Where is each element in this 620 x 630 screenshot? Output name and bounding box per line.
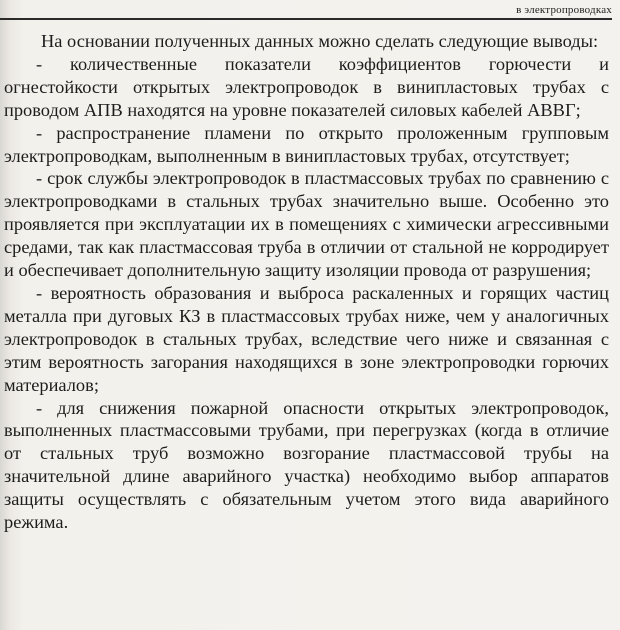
paragraph-intro: На основании полученных данных можно сделать следующие выводы: [41, 31, 599, 51]
paragraph-conclusion-4: - вероятность образования и выброса раскаленных и горящих частиц металла при дуговых КЗ в пластмассовых трубах ниже, чем у аналогичных электропроводок в стальных трубах, вследствие чего ниже и связанная с этим вероятность загорания находящихся в зоне электропроводки горючих материалов; [4, 282, 609, 395]
paragraph-conclusion-1: - количественные показатели коэффициентов горючести и огнестойкости открытых электропроводок в винипластовых трубах с проводом АПВ находятся на уровне показателей силовых кабелей АВВГ; [4, 53, 609, 120]
paragraph-conclusion-2: - распространение пламени по открыто проложенным групповым электропроводкам, выполненным в винипластовых трубах, отсутствует; [4, 122, 609, 166]
running-header [0, 0, 612, 20]
body-text [4, 30, 609, 534]
running-header-title: в электропроводках [516, 4, 612, 16]
paragraph-conclusion-3: - срок службы электропроводок в пластмассовых трубах по сравнению с электропроводками в стальных трубах значительно выше. Особенно это проявляется при эксплуатации их в помещениях с химически агрессивными средами, так как пластмассовая труба в отличии от стальной не корродирует и обеспечивает дополнительную защиту изоляции провода от разрушения; [4, 168, 609, 281]
paragraph-conclusion-5: - для снижения пожарной опасности открытых электропроводок, выполненных пластмассовыми трубами, при перегрузках (когда в отличие от стальных труб возможно возгорание пластмассовой трубы на значительной длине аварийного участка) необходимо выбор аппаратов защиты осуществлять с обязательным учетом этого вида аварийного режима. [4, 397, 609, 533]
